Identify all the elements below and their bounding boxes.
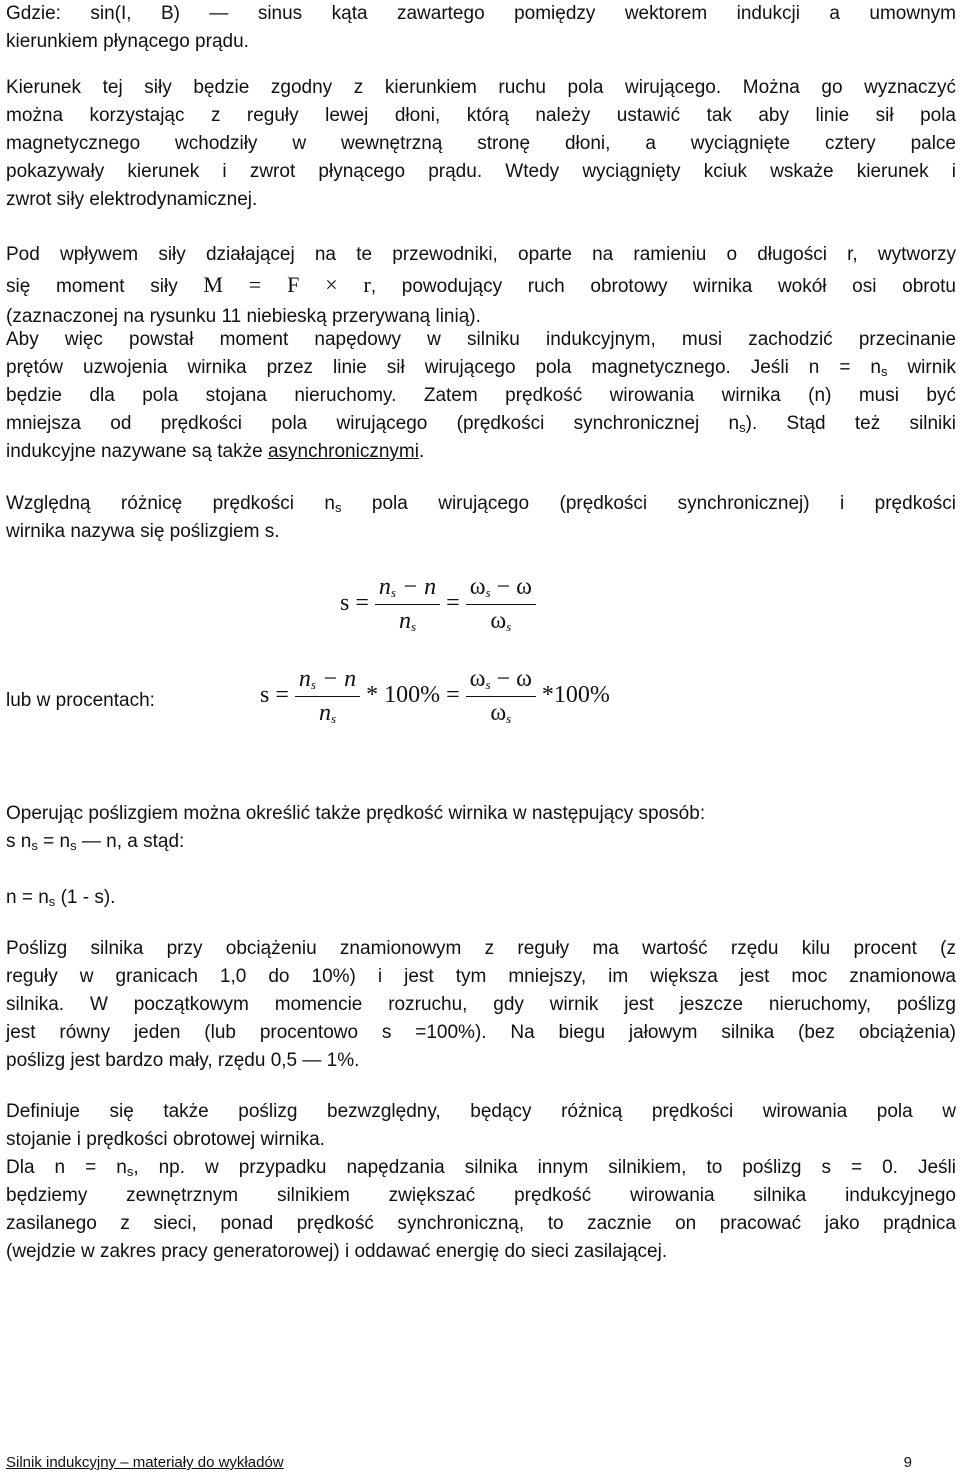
text-span: pola wirującego (prędkości synchronicznej) i prędkości [341,493,956,514]
fraction-numerator [375,574,440,605]
text-span: Dla n = n [6,1157,127,1178]
text-line: Definiuje się także poślizg bezwzględny, będący różnicą prędkości wirowania pola w [6,1101,956,1122]
symbol-minus-n: − n [401,574,437,600]
paragraph-rotor-speed [6,800,956,856]
paragraph-rotor-speed-result [6,884,956,912]
text-span: , np. w przypadku napędzania silnika innym silnikiem, to poślizg s = 0. Jeśli [133,1157,956,1178]
text-span: . [418,441,425,462]
paragraph-left-hand-rule [6,74,956,214]
fraction-numerator [295,666,360,697]
text-line: Pod wpływem siły działającej na te przewodniki, oparte na ramieniu o długości r, wytworzy [6,244,956,265]
torque-formula: M = F × r [203,272,371,297]
paragraph-torque [6,240,956,332]
symbol-minus-omega: − ω [496,574,532,600]
text-line: (zaznaczonej na rysunku 11 niebieską przerywaną linią). [6,306,481,327]
asynchronous-link[interactable]: asynchronicznymi [267,441,419,462]
fraction-denominator [375,605,440,635]
formula-lhs: s = [340,590,369,617]
text-line: kierunkiem płynącego prądu. [6,31,249,52]
text-line: Poślizg silnika przy obciążeniu znamionowym z reguły ma wartość rzędu kilu procent (z [6,938,956,959]
percent-label: lub w procentach: [6,690,155,711]
subscript: s [506,619,512,634]
text-line [6,410,956,438]
text-line: Kierunek tej siły będzie zgodny z kierunkiem ruchu pola wirującego. Można go wyznaczyć [6,77,956,98]
text-line: Operując poślizgiem można określić także prędkość wirnika w następujący sposób: [6,803,706,824]
subscript: s [410,619,417,634]
subscript: s [330,711,337,726]
subscript: s [334,500,342,515]
fraction-denominator [466,605,536,635]
multiply-percent: * 100% = [366,682,460,709]
equals-sign: = [446,590,460,617]
fraction-speed [295,666,360,727]
subscript: s [70,838,77,853]
fraction-omega [466,666,536,727]
text-span: s n [6,831,32,852]
text-span: mniejsza od prędkości pola wirującego (prędkości synchronicznej n [6,413,740,434]
text-line: reguły w granicach 1,0 do 10%) i jest tym mniejszy, im większa jest moc znamionowa [6,966,956,987]
text-span: się moment siły [6,276,178,297]
text-line: Aby więc powstał moment napędowy w silniku indukcyjnym, musi zachodzić przecinanie [6,329,956,350]
fraction-speed [375,574,440,635]
text-line: pokazywały kierunek i zwrot płynącego prądu. Wtedy wyciągnięty kciuk wskaże kierunek i [6,161,956,182]
symbol-n: n [378,574,391,600]
subscript: s [485,677,491,692]
subscript: s [485,585,491,600]
page-number: 9 [903,1454,912,1471]
footer-title: Silnik indukcyjny – materiały do wykładów [6,1454,284,1471]
text-span: = n [37,831,71,852]
subscript: s [739,420,746,435]
text-span: wirnik [887,357,957,378]
text-line [6,354,956,382]
subscript: s [880,364,888,379]
multiply-percent: *100% [541,682,610,709]
symbol-n: n [298,666,311,692]
text-line: silnika. W początkowym momencie rozruchu, gdy wirnik jest jeszcze nieruchomy, poślizg [6,994,956,1015]
fraction-denominator [295,697,360,727]
text-span: prętów uzwojenia wirnika przez linie sił wirującego pola magnetycznego. Jeśli n = n [6,357,881,378]
text-line: zwrot siły elektrodynamicznej. [6,189,258,210]
slip-percent-formula [260,666,610,727]
symbol-minus-omega: − ω [496,666,532,692]
fraction-omega [466,574,536,635]
paragraph-sin-definition [6,0,956,56]
text-line [6,490,956,518]
subscript: s [506,711,512,726]
subscript: s [48,894,56,909]
text-span: indukcyjne nazywane są także [6,441,268,462]
text-line: jest równy jeden (lub procentowo s =100%). Na biegu jałowym silnika (bez obciążenia) [6,1022,956,1043]
text-line [6,884,956,912]
paragraph-asynchronous [6,326,956,466]
slip-formula [340,574,536,635]
text-line [6,438,956,466]
subscript: s [31,838,38,853]
symbol-omega: ω [490,608,507,634]
text-span: (1 - s). [55,887,116,908]
fraction-numerator [466,666,536,697]
text-span: , powodujący ruch obrotowy wirnika wokół osi obrotu [370,276,956,297]
fraction-denominator [466,697,536,727]
text-line: można korzystając z reguły lewej dłoni, którą należy ustawić tak aby linie sił pola [6,105,956,126]
symbol-omega: ω [490,700,507,726]
text-line: (wejdzie w zakres pracy generatorowej) i oddawać energię do sieci zasilającej. [6,1241,668,1262]
text-span: — n, a stąd: [76,831,185,852]
symbol-minus-n: − n [321,666,357,692]
symbol-omega: ω [469,666,486,692]
symbol-n: n [398,608,411,634]
text-line: zasilanego z sieci, ponad prędkość synchroniczną, to zacznie on pracować jako prądnica [6,1213,956,1234]
text-line: stojanie i prędkości obrotowej wirnika. [6,1129,325,1150]
text-line: wirnika nazywa się poślizgiem s. [6,521,280,542]
subscript: s [310,677,316,692]
text-line: będzie dla pola stojana nieruchomy. Zatem prędkość wirowania wirnika (n) musi być [6,385,956,406]
fraction-numerator [466,574,536,605]
text-line [6,270,956,302]
symbol-omega: ω [469,574,486,600]
paragraph-rated-slip [6,935,956,1075]
text-line [6,1154,956,1182]
text-line [6,828,956,856]
text-line: będziemy zewnętrznym silnikiem zwiększać prędkość wirowania silnika indukcyjnego [6,1185,956,1206]
text-line: Gdzie: sin(I, B) — sinus kąta zawartego pomiędzy wektorem indukcji a umownym [6,3,956,24]
subscript: s [126,1164,134,1179]
text-span: ). Stąd też silniki [745,413,957,434]
text-line: poślizg jest bardzo mały, rzędu 0,5 — 1%. [6,1050,360,1071]
paragraph-slip-definition [6,490,956,546]
text-line: magnetycznego wchodziły w wewnętrzną stronę dłoni, a wyciągnięte cztery palce [6,133,956,154]
symbol-n: n [318,700,331,726]
formula-lhs: s = [260,682,289,709]
paragraph-generator-mode [6,1154,956,1266]
paragraph-absolute-slip [6,1098,956,1154]
text-span: Względną różnicę prędkości n [6,493,335,514]
subscript: s [390,585,396,600]
text-span: n = n [6,887,49,908]
